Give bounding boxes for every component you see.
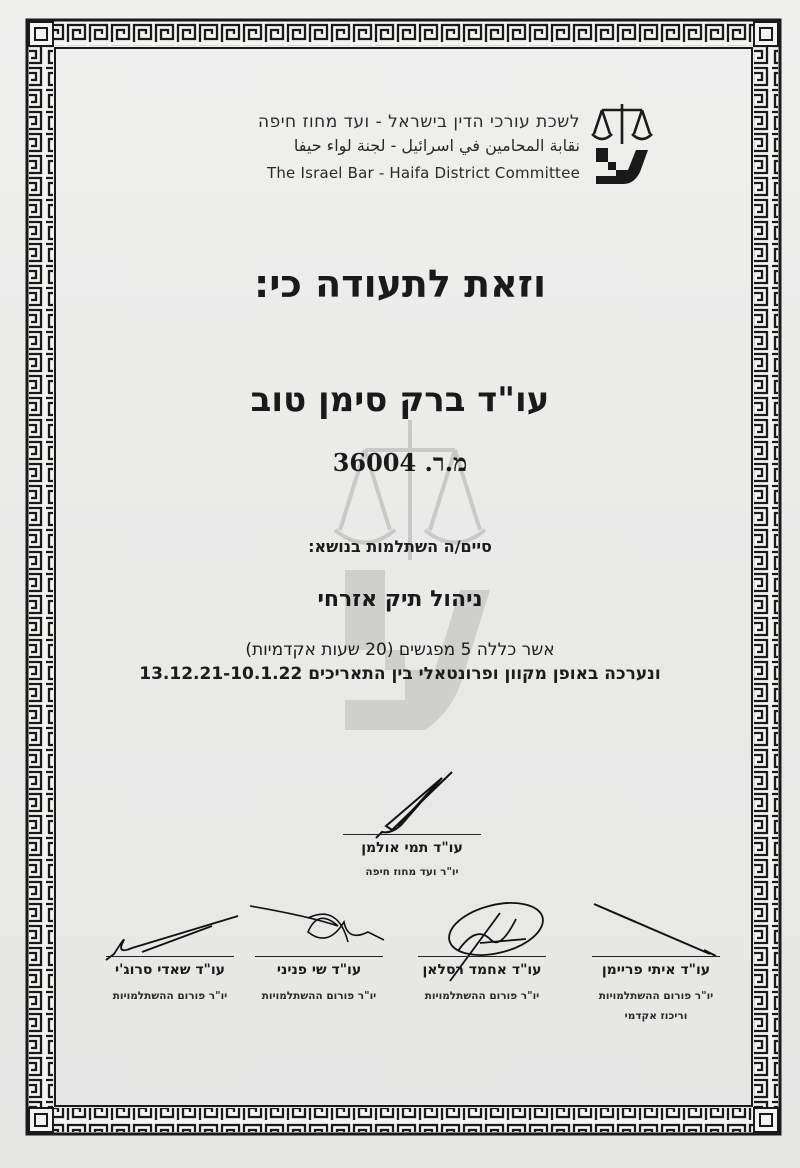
signature-block-4 bbox=[90, 962, 250, 1004]
scales-of-justice-icon bbox=[590, 104, 654, 186]
signer-role: יו"ר פורום ההשתלמויות bbox=[424, 990, 540, 1002]
signer-name: עו"ד שי פניני bbox=[276, 962, 362, 978]
org-name-arabic: نقابة المحامين في اسرائيل - لجنة لواء حيفا bbox=[293, 136, 580, 155]
signature-scribble-3 bbox=[248, 902, 388, 954]
completed-label: סיים/ה השתלמות בנושא: bbox=[308, 537, 492, 556]
recipient-name: עו"ד ברק סימן טוב bbox=[250, 380, 550, 420]
signature-block-1 bbox=[576, 962, 736, 1024]
signer-name: עו"ד איתי פריימן bbox=[601, 962, 711, 978]
signature-main bbox=[312, 840, 512, 880]
certificate-title: וזאת לתעודה כי: bbox=[254, 262, 546, 306]
signature-line-1 bbox=[592, 956, 720, 957]
signature-line-4 bbox=[106, 956, 234, 957]
signature-scribble-1 bbox=[590, 900, 720, 960]
signer-role-extra: וריכוז אקדמי bbox=[624, 1010, 688, 1022]
signer-name: עו"ד אחמד רסלאן bbox=[422, 962, 542, 978]
org-name-english: The Israel Bar - Haifa District Committee bbox=[266, 164, 580, 182]
course-subject: ניהול תיק אזרחי bbox=[317, 587, 483, 612]
signature-line-2 bbox=[418, 956, 546, 957]
header bbox=[175, 104, 660, 194]
license-number: מ.ר. 36004 bbox=[332, 448, 468, 477]
signature-block-2 bbox=[402, 962, 562, 1004]
signature-line-main bbox=[343, 834, 481, 835]
signer-role: יו"ר פורום ההשתלמויות bbox=[261, 990, 377, 1002]
signer-role: יו"ר פורום ההשתלמויות bbox=[112, 990, 228, 1002]
course-dates: ונערכה באופן מקוון ופרונטאלי בין התאריכים 13.12.21-10.1.22 bbox=[139, 664, 661, 684]
signer-name: עו"ד תמי אולמן bbox=[361, 840, 463, 856]
signer-role: יו"ר ועד מחוז חיפה bbox=[365, 866, 459, 878]
org-name-hebrew: לשכת עורכי הדין בישראל - ועד מחוז חיפה bbox=[258, 112, 580, 132]
signature-block-3 bbox=[239, 962, 399, 1004]
signer-name: עו"ד שאדי סרוג'י bbox=[115, 962, 225, 978]
signer-role: יו"ר פורום ההשתלמויות bbox=[598, 990, 714, 1002]
signature-line-3 bbox=[255, 956, 383, 957]
course-details: אשר כללה 5 מפגשים (20 שעות אקדמיות) bbox=[245, 640, 555, 660]
signature-scribble-main bbox=[372, 768, 462, 840]
